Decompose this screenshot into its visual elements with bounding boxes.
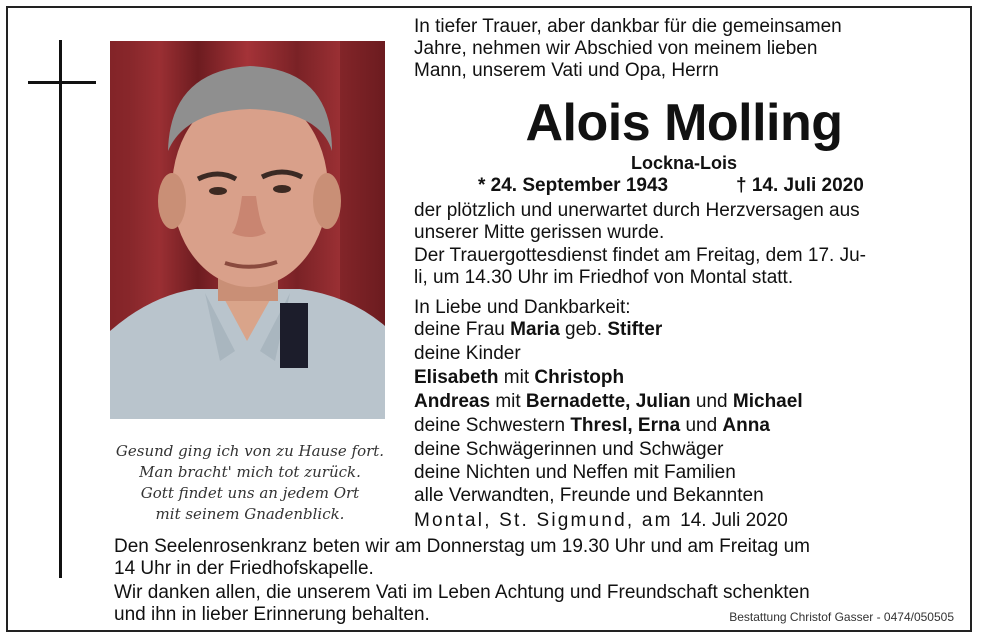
service-text-line: li, um 14.30 Uhr im Friedhof von Montal statt. (414, 267, 794, 288)
mourner-all: alle Verwandten, Freunde und Bekannten (414, 485, 764, 506)
mourner-nieces: deine Nichten und Neffen mit Familien (414, 462, 736, 483)
text-segment: deine Frau (414, 319, 505, 340)
partner-name: Bernadette, Julian (525, 391, 691, 412)
intro-line: Jahre, nehmen wir Abschied von meinem lieben (414, 38, 818, 59)
mourner-sisters (414, 415, 770, 437)
death-date: † 14. Juli 2020 (736, 175, 864, 196)
mourner-child (414, 391, 803, 413)
mourner-wife (414, 319, 662, 341)
portrait-illustration (110, 41, 385, 419)
grandchild-name: Michael (732, 391, 803, 412)
text-segment: und (695, 391, 728, 412)
text-segment: geb. (565, 319, 603, 340)
cross-vertical-bar (59, 40, 62, 578)
text-segment: mit (503, 367, 530, 388)
text-segment: mit (495, 391, 521, 412)
poem-line: Gott findet uns an jedem Ort (140, 484, 360, 502)
partner-name: Christoph (534, 367, 625, 388)
deceased-name: Alois Molling (525, 94, 843, 152)
mourner-child (414, 367, 624, 389)
thanks-line: und ihn in lieber Erinnerung behalten. (114, 604, 430, 625)
life-dates (478, 175, 898, 197)
wife-maiden-name: Stifter (607, 319, 663, 340)
thanks-line: Wir danken allen, die unserem Vati im Leben Achtung und Freundschaft schenkten (114, 582, 810, 603)
sister-names: Thresl, Erna (570, 415, 681, 436)
deceased-nickname: Lockna-Lois (630, 153, 737, 173)
portrait-photo (110, 41, 385, 419)
text-segment: deine Schwestern (414, 415, 566, 436)
cross-horizontal-bar (28, 81, 96, 84)
wife-name: Maria (510, 319, 560, 340)
mourner-inlaws: deine Schwägerinnen und Schwäger (414, 439, 724, 460)
mourners-heading: In Liebe und Dankbarkeit: (414, 297, 631, 318)
service-text-line: Der Trauergottesdienst findet am Freitag, dem 17. Ju- (414, 245, 866, 266)
place-date-signature (414, 510, 788, 532)
memorial-poem (100, 441, 400, 525)
poem-line: Man bracht' mich tot zurück. (139, 463, 361, 481)
text-segment: und (685, 415, 718, 436)
poem-line: mit seinem Gnadenblick. (155, 505, 345, 523)
rosary-line: 14 Uhr in der Friedhofskapelle. (114, 558, 374, 579)
signature-place: Montal, St. Sigmund, am (414, 510, 673, 531)
children-label: deine Kinder (414, 343, 521, 364)
poem-line: Gesund ging ich von zu Hause fort. (115, 442, 385, 460)
birth-date: * 24. September 1943 (478, 175, 669, 196)
signature-date: 14. Juli 2020 (680, 510, 788, 531)
child-name: Andreas (414, 391, 491, 412)
death-text-line: der plötzlich und unerwartet durch Herzversagen aus (414, 200, 860, 221)
intro-line: Mann, unserem Vati und Opa, Herrn (414, 60, 719, 81)
funeral-home-credit: Bestattung Christof Gasser - 0474/050505 (729, 610, 954, 624)
rosary-line: Den Seelenrosenkranz beten wir am Donnerstag um 19.30 Uhr und am Freitag um (114, 536, 810, 557)
sister-name: Anna (722, 415, 770, 436)
child-name: Elisabeth (414, 367, 499, 388)
intro-text (414, 16, 956, 82)
intro-line: In tiefer Trauer, aber dankbar für die gemeinsamen (414, 16, 842, 37)
death-text-line: unserer Mitte gerissen wurde. (414, 222, 665, 243)
